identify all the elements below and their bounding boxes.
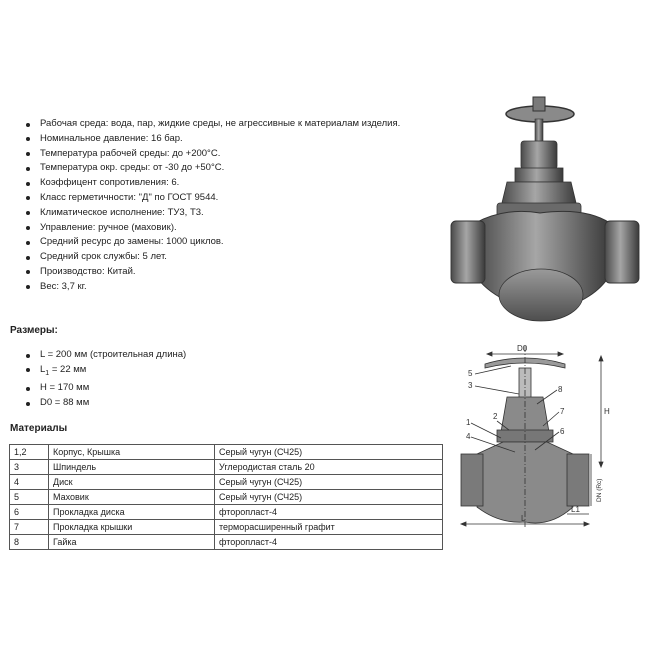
table-cell: Углеродистая сталь 20 bbox=[215, 460, 443, 475]
table-cell: 5 bbox=[10, 490, 49, 505]
spec-item: Средний срок службы: 5 лет. bbox=[22, 250, 442, 265]
table-cell: Гайка bbox=[49, 535, 215, 550]
spec-item: Управление: ручное (маховик). bbox=[22, 221, 442, 236]
table-cell: Диск bbox=[49, 475, 215, 490]
table-cell: Прокладка диска bbox=[49, 505, 215, 520]
label-l1: L1 bbox=[571, 505, 580, 514]
dimension-l1-prefix: L bbox=[40, 363, 46, 375]
dimensions-heading: Размеры: bbox=[10, 325, 58, 336]
table-cell: Корпус, Крышка bbox=[49, 445, 215, 460]
table-cell: Серый чугун (СЧ25) bbox=[215, 445, 443, 460]
label-dn: DN (Rc) bbox=[596, 478, 603, 502]
label-l: L bbox=[521, 514, 526, 523]
spec-item: Вес: 3,7 кг. bbox=[22, 280, 442, 295]
spec-item: Рабочая среда: вода, пар, жидкие среды, не агрессивные к материалам изделия. bbox=[22, 117, 442, 132]
dimension-l1-sub: 1 bbox=[45, 369, 50, 377]
valve-drawing bbox=[455, 342, 650, 532]
table-cell: 1,2 bbox=[10, 445, 49, 460]
table-row bbox=[10, 535, 443, 550]
label-7: 7 bbox=[560, 407, 565, 416]
table-row bbox=[10, 505, 443, 520]
label-3: 3 bbox=[468, 381, 473, 390]
table-cell: терморасширенный графит bbox=[215, 520, 443, 535]
label-h: H bbox=[604, 407, 610, 416]
table-cell: 3 bbox=[10, 460, 49, 475]
table-row bbox=[10, 475, 443, 490]
table-row bbox=[10, 460, 443, 475]
label-4: 4 bbox=[466, 432, 471, 441]
dimensions-list bbox=[22, 348, 186, 411]
spec-item: Температура рабочей среды: до +200°С. bbox=[22, 147, 442, 162]
spec-item: Номинальное давление: 16 бар. bbox=[22, 132, 442, 147]
label-d0: D0 bbox=[517, 344, 528, 353]
table-cell: 4 bbox=[10, 475, 49, 490]
table-row bbox=[10, 520, 443, 535]
materials-heading: Материалы bbox=[10, 423, 68, 434]
table-cell: фторопласт-4 bbox=[215, 535, 443, 550]
table-cell: Серый чугун (СЧ25) bbox=[215, 490, 443, 505]
table-row bbox=[10, 445, 443, 460]
table-cell: Маховик bbox=[49, 490, 215, 505]
dimension-h: H = 170 мм bbox=[22, 381, 186, 396]
table-cell: фторопласт-4 bbox=[215, 505, 443, 520]
dimension-d0: D0 = 88 мм bbox=[22, 396, 186, 411]
table-cell: Прокладка крышки bbox=[49, 520, 215, 535]
spec-item: Температура окр. среды: от -30 до +50°С. bbox=[22, 161, 442, 176]
materials-table bbox=[9, 444, 443, 550]
table-cell: 8 bbox=[10, 535, 49, 550]
spec-item: Климатическое исполнение: ТУ3, Т3. bbox=[22, 206, 442, 221]
dimension-l1 bbox=[22, 363, 186, 382]
label-2: 2 bbox=[493, 412, 498, 421]
table-cell: Шпиндель bbox=[49, 460, 215, 475]
spec-item: Класс герметичности: "Д" по ГОСТ 9544. bbox=[22, 191, 442, 206]
spec-list bbox=[22, 117, 442, 295]
table-cell: 7 bbox=[10, 520, 49, 535]
table-cell: 6 bbox=[10, 505, 49, 520]
spec-item: Средний ресурс до замены: 1000 циклов. bbox=[22, 235, 442, 250]
label-8: 8 bbox=[558, 385, 563, 394]
label-1: 1 bbox=[466, 418, 471, 427]
dimension-l: L = 200 мм (строительная длина) bbox=[22, 348, 186, 363]
table-cell: Серый чугун (СЧ25) bbox=[215, 475, 443, 490]
label-6: 6 bbox=[560, 427, 565, 436]
spec-item: Коэффицент сопротивления: 6. bbox=[22, 176, 442, 191]
valve-photo bbox=[445, 95, 645, 335]
spec-item: Производство: Китай. bbox=[22, 265, 442, 280]
label-5: 5 bbox=[468, 369, 473, 378]
table-row bbox=[10, 490, 443, 505]
dimension-l1-value: = 22 мм bbox=[49, 363, 87, 375]
